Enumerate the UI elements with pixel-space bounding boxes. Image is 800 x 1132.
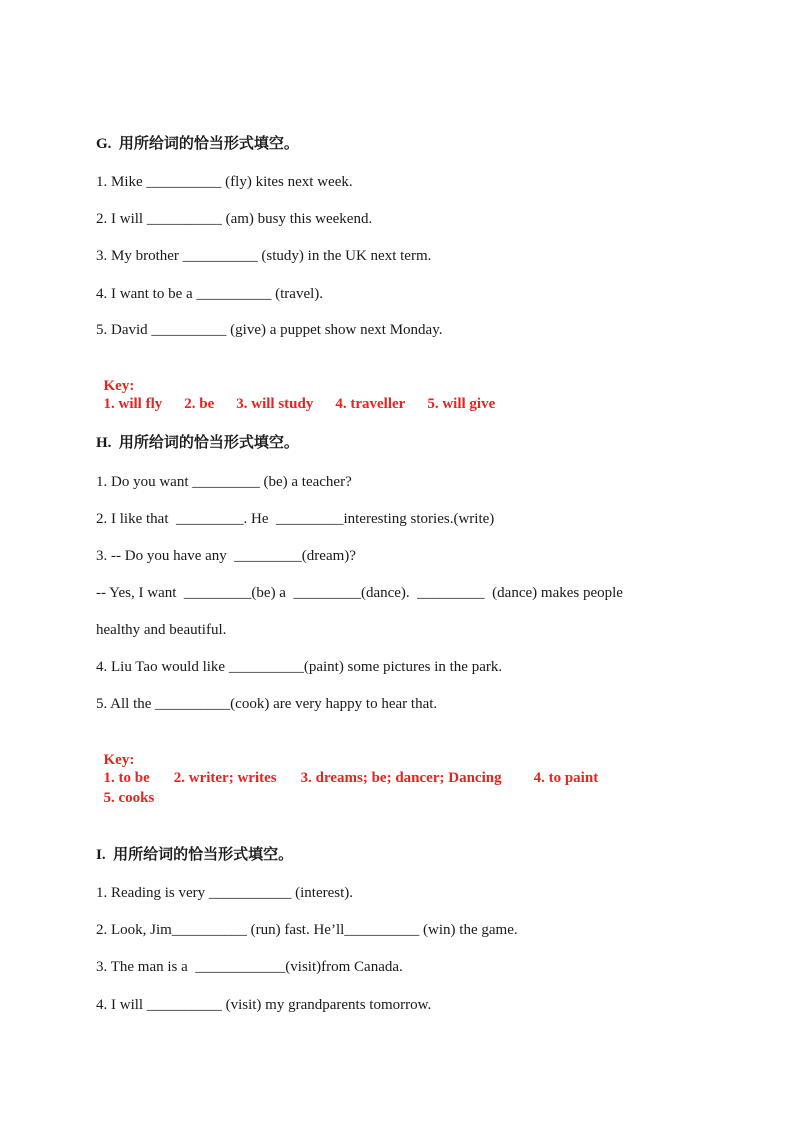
key-answer: 1. to be	[103, 770, 150, 786]
section-i-heading: I. 用所给词的恰当形式填空。	[96, 847, 294, 863]
section-h-item-3: 3. -- Do you have any _________(dream)?	[96, 548, 356, 564]
section-h-heading: H. 用所给词的恰当形式填空。	[96, 435, 299, 451]
section-i-item-1: 1. Reading is very ___________ (interest).	[96, 885, 354, 901]
section-i-item-4: 4. I will __________ (visit) my grandparents tomorrow.	[96, 997, 432, 1013]
section-g-item-3: 3. My brother __________ (study) in the UK next term.	[96, 248, 432, 264]
key-label: Key:	[103, 378, 135, 394]
section-g-item-4: 4. I want to be a __________ (travel).	[96, 286, 324, 302]
section-h-answer-key	[96, 733, 598, 787]
section-h-item-1: 1. Do you want _________ (be) a teacher?	[96, 474, 352, 490]
section-i-item-2: 2. Look, Jim__________ (run) fast. He’ll__________ (win) the game.	[96, 922, 518, 938]
section-g-answer-key	[96, 359, 495, 413]
section-g-item-1: 1. Mike __________ (fly) kites next week.	[96, 174, 353, 190]
key-answer: 5. will give	[427, 396, 496, 412]
section-h-item-3-reply: -- Yes, I want _________(be) a _________(dance). _________ (dance) makes people	[96, 585, 623, 601]
section-h-item-3-cont: healthy and beautiful.	[96, 622, 227, 638]
key-answer: 2. be	[184, 396, 215, 412]
section-h-item-4: 4. Liu Tao would like __________(paint) some pictures in the park.	[96, 659, 503, 675]
key-answer: 3. dreams; be; dancer; Dancing	[300, 770, 502, 786]
key-label: Key:	[103, 752, 135, 768]
section-g-heading: G. 用所给词的恰当形式填空。	[96, 136, 299, 152]
section-i-item-3: 3. The man is a ____________(visit)from Canada.	[96, 959, 403, 975]
section-g-item-5: 5. David __________ (give) a puppet show next Monday.	[96, 322, 443, 338]
key-answer: 5. cooks	[103, 790, 155, 806]
section-h-item-5: 5. All the __________(cook) are very happy to hear that.	[96, 696, 438, 712]
section-h-answer-key-cont	[96, 771, 154, 807]
section-h-item-2: 2. I like that _________. He _________interesting stories.(write)	[96, 511, 495, 527]
key-answer: 4. traveller	[335, 396, 406, 412]
key-answer: 3. will study	[236, 396, 314, 412]
key-answer: 4. to paint	[533, 770, 599, 786]
section-g-item-2: 2. I will __________ (am) busy this weekend.	[96, 211, 373, 227]
key-answer: 1. will fly	[103, 396, 163, 412]
key-answer: 2. writer; writes	[173, 770, 277, 786]
